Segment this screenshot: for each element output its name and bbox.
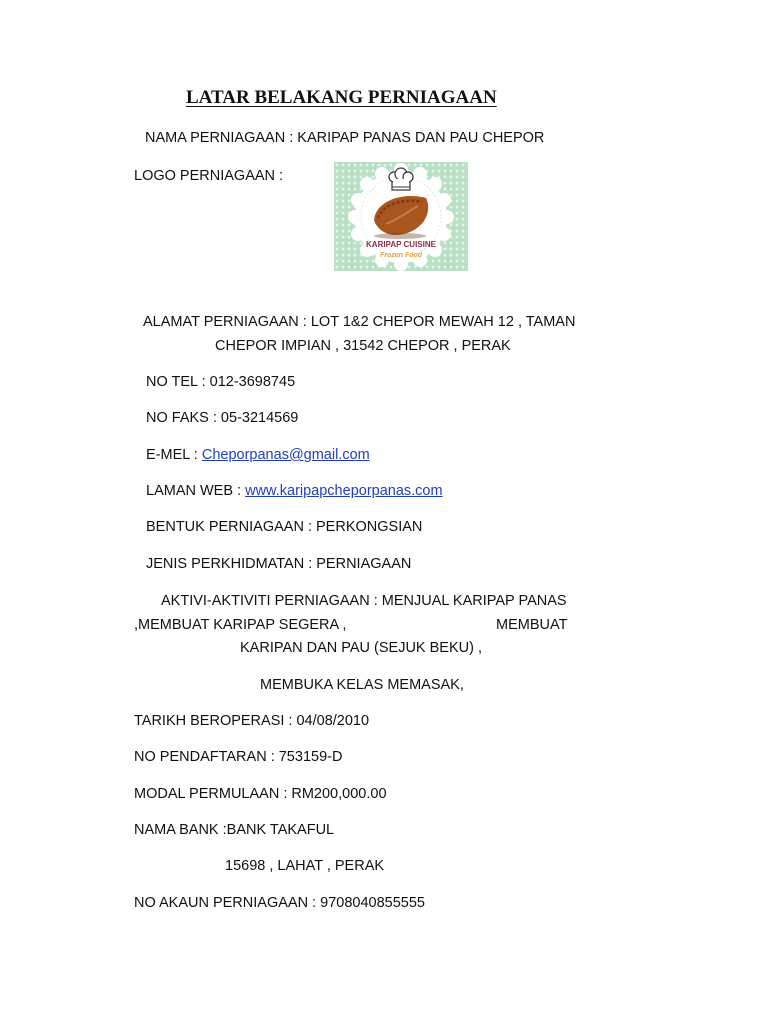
- website-row: [146, 482, 443, 500]
- email-label: E-MEL :: [146, 447, 202, 463]
- activities-line-2a: ,MEMBUAT KARIPAP SEGERA ,: [134, 617, 347, 633]
- business-logo: [334, 162, 468, 271]
- fax-number: NO FAKS : 05-3214569: [146, 410, 299, 426]
- website-link[interactable]: www.karipapcheporpanas.com: [245, 483, 443, 499]
- registration-number: NO PENDAFTARAN : 753159-D: [134, 749, 343, 765]
- business-name: NAMA PERNIAGAAN : KARIPAP PANAS DAN PAU CHEPOR: [145, 130, 545, 146]
- account-number: NO AKAUN PERNIAGAAN : 9708040855555: [134, 895, 425, 911]
- address-line-2: CHEPOR IMPIAN , 31542 CHEPOR , PERAK: [215, 338, 511, 354]
- logo-graphic: [334, 162, 468, 271]
- starting-capital: MODAL PERMULAAN : RM200,000.00: [134, 786, 387, 802]
- bank-name: NAMA BANK :BANK TAKAFUL: [134, 822, 335, 838]
- chef-hat-icon: [389, 168, 413, 190]
- phone-number: NO TEL : 012-3698745: [146, 374, 296, 390]
- logo-brand-line1: KARIPAP CUISINE: [366, 240, 436, 249]
- page-title: LATAR BELAKANG PERNIAGAAN: [186, 87, 497, 108]
- activities-line-1: AKTIVI-AKTIVITI PERNIAGAAN : MENJUAL KARIPAP PANAS: [161, 593, 567, 609]
- operation-date: TARIKH BEROPERASI : 04/08/2010: [134, 713, 370, 729]
- bank-address: 15698 , LAHAT , PERAK: [225, 858, 385, 874]
- activities-line-3: KARIPAN DAN PAU (SEJUK BEKU) ,: [240, 640, 482, 656]
- service-type: JENIS PERKHIDMATAN : PERNIAGAAN: [146, 556, 412, 572]
- email-link[interactable]: Cheporpanas@gmail.com: [201, 447, 370, 463]
- activities-line-2b: MEMBUAT: [496, 617, 568, 633]
- email-row: [146, 446, 370, 464]
- business-form: BENTUK PERNIAGAAN : PERKONGSIAN: [146, 519, 423, 535]
- logo-brand-line2: Frozen Food: [380, 252, 422, 259]
- website-label: LAMAN WEB :: [146, 483, 246, 499]
- activities-line-4: MEMBUKA KELAS MEMASAK,: [260, 677, 464, 693]
- address-line-1: ALAMAT PERNIAGAAN : LOT 1&2 CHEPOR MEWAH 12 , TAMAN: [143, 314, 576, 330]
- logo-label: LOGO PERNIAGAAN :: [134, 168, 284, 184]
